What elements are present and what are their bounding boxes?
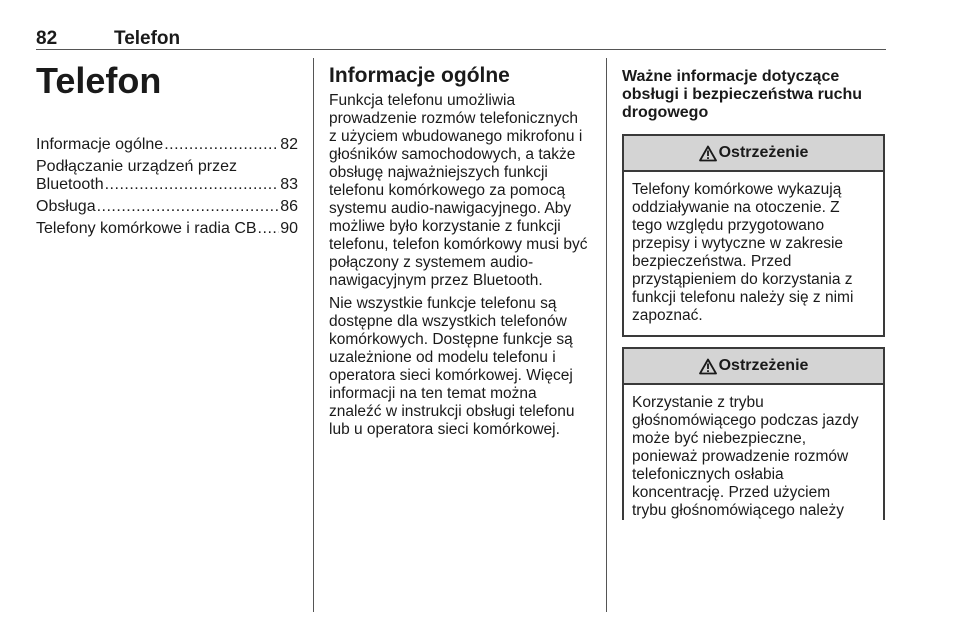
text-line: tego względu przygotowano xyxy=(632,217,825,234)
text-line: przystąpieniem do korzystania z xyxy=(632,271,853,288)
text-line: przepisy i wytyczne w zakresie xyxy=(632,235,844,252)
toc-entry-operation[interactable] xyxy=(36,198,298,216)
section-heading: Informacje ogólne xyxy=(329,64,510,87)
warning-title: Ostrzeżenie xyxy=(718,144,809,161)
column-safety-info xyxy=(622,58,885,520)
text-line: operatora sieci komórkowej. Więcej xyxy=(329,367,573,384)
text-line: połączony z systemem audio- xyxy=(329,254,534,271)
text-line: Telefony komórkowe wykazują xyxy=(632,181,842,198)
chapter-heading: Telefon xyxy=(36,60,162,101)
toc-entry-label: Informacje ogólne xyxy=(36,136,164,153)
toc-entry-bluetooth[interactable] xyxy=(36,158,298,194)
text-line: informacji na ten temat można xyxy=(329,385,537,402)
warning-header xyxy=(624,349,883,385)
toc-entry-cb-radio[interactable] xyxy=(36,220,298,238)
toc-page-number: 86 xyxy=(280,198,298,215)
text-line: zapoznać. xyxy=(632,307,703,324)
warning-text xyxy=(624,172,883,335)
warning-triangle-icon xyxy=(699,358,717,375)
text-line: może być niebezpieczne, xyxy=(632,430,807,447)
text-line: nawigacyjnym przez Bluetooth. xyxy=(329,272,543,289)
table-of-contents xyxy=(36,136,298,238)
toc-leader-dots xyxy=(97,198,280,216)
toc-entry-label: Telefony komórkowe i radia CB xyxy=(36,220,257,237)
toc-entry-label: Podłączanie urządzeń przez xyxy=(36,158,238,175)
column-toc xyxy=(36,58,298,242)
text-line: znaleźć w instrukcji obsługi telefonu xyxy=(329,403,575,420)
warning-header xyxy=(624,136,883,172)
text-line: z użyciem wbudowanego mikrofonu i xyxy=(329,128,583,145)
section-heading xyxy=(622,68,885,122)
column-divider xyxy=(606,58,607,612)
text-line: koncentrację. Przed użyciem xyxy=(632,484,831,501)
toc-entry-general-info[interactable] xyxy=(36,136,298,154)
toc-page-number: 83 xyxy=(280,176,298,193)
body-paragraph xyxy=(329,295,595,439)
text-line: oddziaływanie na otoczenie. Z xyxy=(632,199,840,216)
text-line: telefonicznych osłabia xyxy=(632,466,784,483)
warning-box xyxy=(622,134,885,337)
toc-page-number: 90 xyxy=(280,220,298,237)
page-number: 82 xyxy=(36,28,58,49)
heading-line: obsługi i bezpieczeństwa ruchu xyxy=(622,86,863,103)
text-line: obsługę najważniejszych funkcji xyxy=(329,164,548,181)
text-line: możliwe było korzystanie z funkcji xyxy=(329,218,561,235)
text-line: prowadzenie rozmów telefonicznych xyxy=(329,110,578,127)
text-line: komórkowych. Dostępne funkcje są xyxy=(329,331,573,348)
text-line: uzależnione od modelu telefonu i xyxy=(329,349,556,366)
text-line: lub u operatora sieci komórkowej. xyxy=(329,421,560,438)
toc-leader-dots xyxy=(164,136,279,154)
warning-box xyxy=(622,347,885,520)
toc-page-number: 82 xyxy=(280,136,298,153)
column-divider xyxy=(313,58,314,612)
text-line: funkcji telefonu należy się z nimi xyxy=(632,289,854,306)
heading-line: Ważne informacje dotyczące xyxy=(622,68,840,85)
heading-line: drogowego xyxy=(622,104,709,121)
body-paragraph xyxy=(329,92,595,290)
text-line: telefonu, telefon komórkowy musi być xyxy=(329,236,588,253)
chapter-title: Telefon xyxy=(114,28,181,49)
warning-title: Ostrzeżenie xyxy=(718,357,809,374)
page-header xyxy=(36,28,886,50)
text-line: ponieważ prowadzenie rozmów xyxy=(632,448,849,465)
text-line: systemu audio-nawigacyjnego. Aby xyxy=(329,200,572,217)
text-line: dostępne dla wszystkich telefonów xyxy=(329,313,567,330)
toc-entry-label: Obsługa xyxy=(36,198,96,215)
text-line: Funkcja telefonu umożliwia xyxy=(329,92,516,109)
column-general-info xyxy=(329,58,595,444)
text-line: głośnomówiącego podczas jazdy xyxy=(632,412,859,429)
warning-triangle-icon xyxy=(699,145,717,162)
text-line: telefonu komórkowego za pomocą xyxy=(329,182,566,199)
toc-entry-label: Bluetooth xyxy=(36,176,104,193)
text-line: Korzystanie z trybu xyxy=(632,394,764,411)
toc-leader-dots xyxy=(105,176,280,194)
toc-leader-dots xyxy=(258,220,280,238)
text-line: Nie wszystkie funkcje telefonu są xyxy=(329,295,557,312)
text-line: trybu głośnomówiącego należy xyxy=(632,502,844,519)
warning-text xyxy=(624,385,883,520)
text-line: bezpieczeństwa. Przed xyxy=(632,253,792,270)
text-line: głośników samochodowych, a także xyxy=(329,146,576,163)
